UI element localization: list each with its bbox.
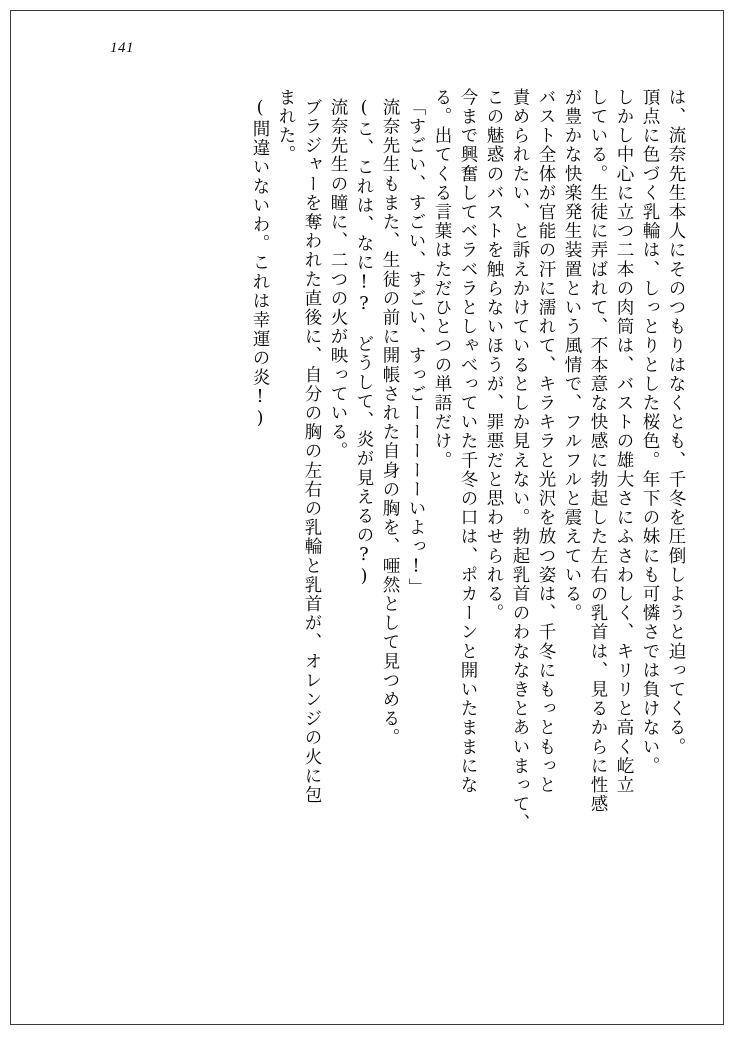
text-column: る。出てくる言葉はただひとつの単語だけ。 xyxy=(432,88,452,470)
text-column: バスト全体が官能の汗に濡れて、キラキラと光沢を放つ姿は、千冬にもっともっと xyxy=(536,88,556,795)
text-column: まれた。 xyxy=(276,88,296,165)
vertical-text-block xyxy=(84,88,684,988)
text-column: 「すごい、すごい、すごい、すっごーーーーーいよっ!」 xyxy=(406,98,426,598)
text-column: この魅惑のバストを触らないほうが、罪悪だと思わせられる。 xyxy=(484,88,504,623)
text-column: 流奈先生もまた、生徒の前に開帳された自身の胸を、唖然として見つめる。 xyxy=(380,98,400,748)
text-column: ブラジャーを奪われた直後に、自分の胸の左右の乳輪と乳首が、オレンジの火に包 xyxy=(302,98,322,805)
text-column: 頂点に色づく乳輪は、しっとりとした桜色。年下の妹にも可憐さでは負けない。 xyxy=(640,88,660,776)
text-column: が豊かな快楽発生装置という風情で、フルフルと震えている。 xyxy=(562,88,582,623)
text-column: しかし中心に立つ二本の肉筒は、バストの雄大さにふさわしく、キリリと高く屹立 xyxy=(614,88,634,795)
page-number: 141 xyxy=(110,40,134,56)
text-column: している。生徒に弄ばれて、不本意な快感に勃起した左右の乳首は、見るからに性感 xyxy=(588,88,608,814)
text-column: 流奈先生の瞳に、二つの火が映っている。 xyxy=(328,98,348,461)
text-column: (こ、これは、なに!? どうして、炎が見えるの?) xyxy=(354,98,374,588)
text-column: は、流奈先生本人にそのつもりはなくとも、千冬を圧倒しようと迫ってくる。 xyxy=(666,88,686,757)
text-column: (間違いないわ。これは幸運の炎!) xyxy=(250,98,270,431)
text-column: 責められたい、と訴えかけているとしか見えない。勃起乳首のわななきとあいまって、 xyxy=(510,88,530,833)
text-column: 今まで興奮してベラベラとしゃべっていた千冬の口は、ポカーンと開いたままにな xyxy=(458,88,478,795)
